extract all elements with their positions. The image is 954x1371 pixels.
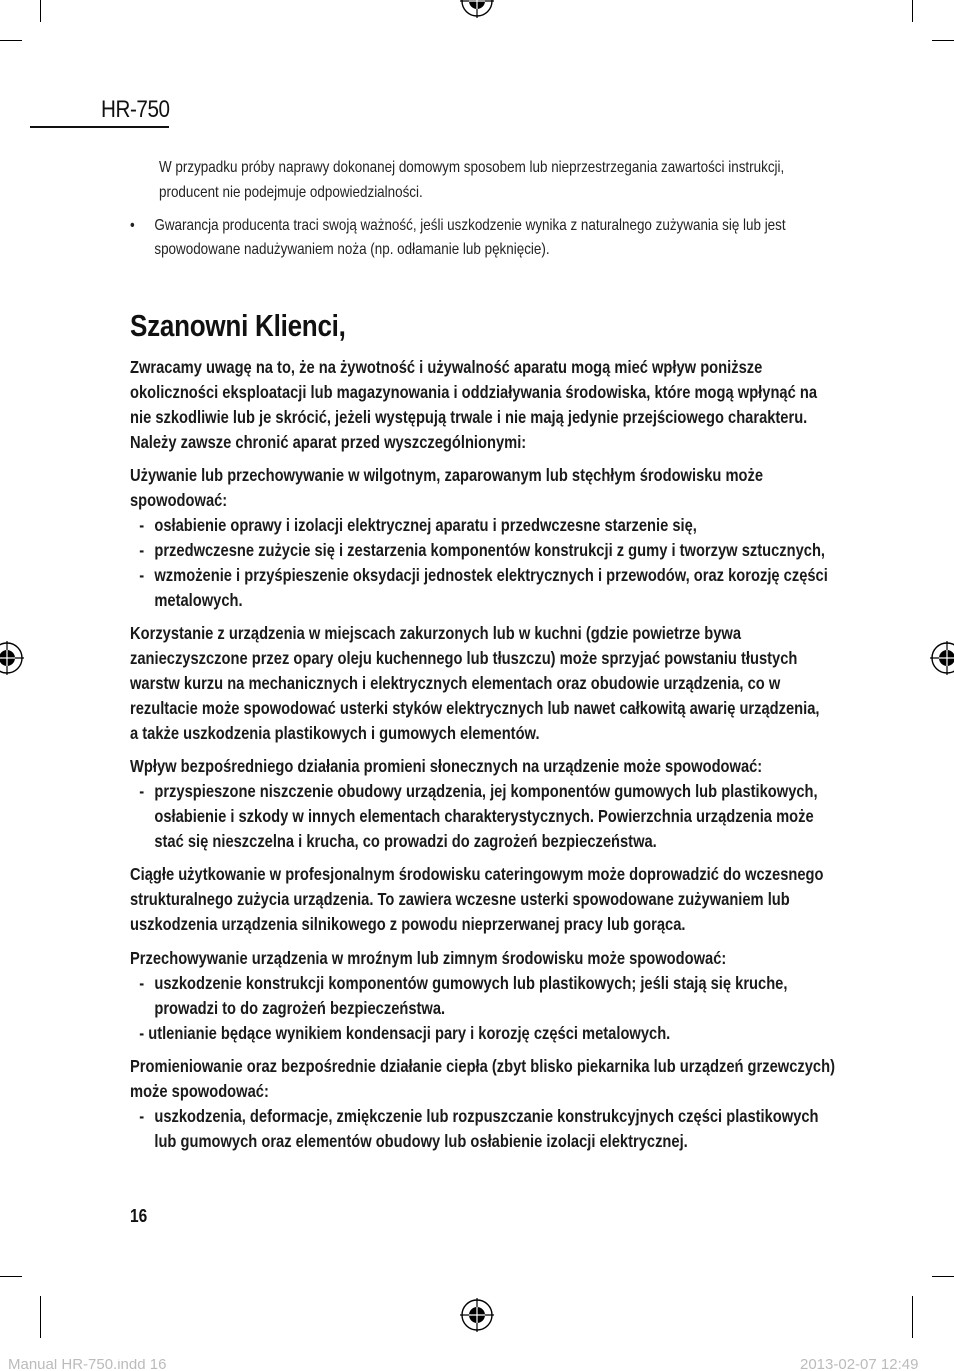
text-line: metalowych. [154, 590, 243, 610]
text-line: wzmożenie i przyśpieszenie oksydacji jednostek elektrycznych i przewodów, oraz korozję części [154, 565, 828, 585]
paragraph [130, 754, 886, 779]
paragraph [130, 862, 886, 937]
list-item [130, 779, 886, 854]
text-line: spowodowane nadużywaniem noża (np. odłamanie lub pęknięcie). [154, 241, 550, 258]
text-line: przedwczesne zużycie się i zestarzenia komponentów konstrukcji z gumy i tworzyw sztucznych, [154, 540, 826, 560]
text-line: - utlenianie będące wynikiem kondensacji pary i korozję części metalowych. [139, 1023, 671, 1043]
paragraph [130, 1054, 886, 1104]
dash-marker: - [139, 1106, 145, 1126]
text-line: prowadzi to do zagrożeń bezpieczeństwa. [154, 998, 446, 1018]
text-line: W przypadku próby naprawy dokonanej domowym sposobem lub nieprzestrzegania zawartości instrukcji, [159, 159, 785, 176]
paragraph [130, 463, 886, 513]
list-item [130, 971, 886, 1021]
text-line: osłabienie oprawy i izolacji elektrycznej aparatu i przedwczesne starzenie się, [154, 515, 697, 535]
print-slug [0, 1359, 954, 1371]
crop-mark [932, 1276, 954, 1277]
registration-mark-icon [460, 1298, 494, 1332]
intro-paragraph [159, 155, 915, 205]
list-item [130, 513, 886, 538]
list-item [130, 563, 886, 613]
paragraph [130, 621, 886, 746]
text-line: Wpływ bezpośredniego działania promieni słonecznych na urządzenie może spowodować: [130, 756, 763, 776]
page-heading: Szanowni Klienci, [130, 308, 346, 343]
dash-marker: - [139, 540, 145, 560]
text-line: nie szkodliwie lub je skrócić, jeżeli występują trwale i nie mają jedynie przejściowego charakteru. [130, 407, 808, 427]
text-line: Korzystanie z urządzenia w miejscach zakurzonych lub w kuchni (gdzie powietrze bywa [130, 623, 742, 643]
bullet-text [154, 214, 785, 262]
text-line: przyspieszone niszczenie obudowy urządzenia, jej komponentów gumowych lub plastikowych, [154, 781, 818, 801]
text-line: Używanie lub przechowywanie w wilgotnym, zaparowanym lub stęchłym środowisku może [130, 465, 764, 485]
model-header: HR-750 [101, 96, 170, 123]
text-line: okoliczności eksploatacji lub magazynowania i oddziaływania środowiska, które mogą wpłynąć na [130, 382, 818, 402]
list-item [130, 538, 886, 563]
text-line: spowodować: [130, 490, 228, 510]
list-item [130, 1021, 886, 1046]
crop-mark [0, 1276, 22, 1277]
header-rule [30, 126, 169, 128]
text-line: producent nie podejmuje odpowiedzialności. [159, 184, 423, 201]
dash-list [130, 779, 886, 854]
dash-marker: - [139, 565, 145, 585]
registration-mark-icon [460, 0, 494, 18]
dash-marker: - [139, 781, 145, 801]
registration-mark-icon [930, 641, 954, 675]
page-number: 16 [130, 1206, 148, 1226]
text-line: a także uszkodzenia plastikowych i gumowych elementów. [130, 723, 540, 743]
text-line: lub gumowych oraz elementów obudowy lub osłabienie izolacji elektrycznej. [154, 1131, 688, 1151]
bullet-marker: • [130, 217, 135, 234]
text-line: rezultacie może spowodować usterki styków elektrycznych lub nawet całkowitą awarię urządzenia, [130, 698, 820, 718]
crop-mark [912, 1296, 913, 1338]
crop-mark [912, 0, 913, 22]
text-line: Przechowywanie urządzenia w mroźnym lub zimnym środowisku może spowodować: [130, 948, 727, 968]
text-line: uszkodzenia urządzenia silnikowego z powodu nieprzerwanej pracy lub gorąca. [130, 914, 686, 934]
text-line: może spowodować: [130, 1081, 269, 1101]
text-line: stać się nieszczelna i krucha, co prowadzi do zagrożeń bezpieczeństwa. [154, 831, 657, 851]
slug-timestamp: 2013-02-07 12:49 [800, 1359, 919, 1371]
dash-marker: - [139, 973, 145, 993]
slug-filename: Manual HR-750.indd 16 [8, 1359, 167, 1371]
registration-mark-icon [0, 641, 24, 675]
text-line: zanieczyszczone przez opary oleju kuchennego lub tłuszczu) może sprzyjać powstaniu tłustych [130, 648, 798, 668]
list-item [130, 1104, 886, 1154]
paragraph [130, 946, 886, 971]
dash-list [130, 971, 886, 1046]
text-line: Należy zawsze chronić aparat przed wyszczególnionymi: [130, 432, 527, 452]
text-line: uszkodzenie konstrukcji komponentów gumowych lub plastikowych; jeśli stają się kruche, [154, 973, 788, 993]
dash-list [130, 513, 886, 613]
text-line: strukturalnego zużycia urządzenia. To zawiera wczesne usterki spowodowane zużywaniem lub [130, 889, 790, 909]
text-line: Ciągłe użytkowanie w profesjonalnym środowisku cateringowym może doprowadzić do wczesnego [130, 864, 824, 884]
dash-marker: - [139, 515, 145, 535]
dash-list [130, 1104, 886, 1154]
paragraph [130, 355, 886, 455]
text-line: osłabienie i szkody w innych elementach charakterystycznych. Powierzchnia urządzenia może [154, 806, 814, 826]
text-line: Gwarancja producenta traci swoją ważność, jeśli uszkodzenie wynika z naturalnego zużywania się lub jest [154, 217, 786, 234]
crop-mark [0, 40, 22, 41]
crop-mark [40, 1296, 41, 1338]
crop-mark [40, 0, 41, 22]
crop-mark [932, 40, 954, 41]
text-line: uszkodzenia, deformacje, zmiękczenie lub rozpuszczanie konstrukcyjnych części plastikowych [154, 1106, 819, 1126]
text-line: Zwracamy uwagę na to, że na żywotność i używalność aparatu mogą mieć wpływ poniższe [130, 357, 763, 377]
text-line: warstw kurzu na mechanicznych i elektrycznych elementach oraz obudowie urządzenia, co w [130, 673, 781, 693]
text-line: Promieniowanie oraz bezpośrednie działanie ciepła (zbyt blisko piekarnika lub urządzeń grzewczych) [130, 1056, 835, 1076]
